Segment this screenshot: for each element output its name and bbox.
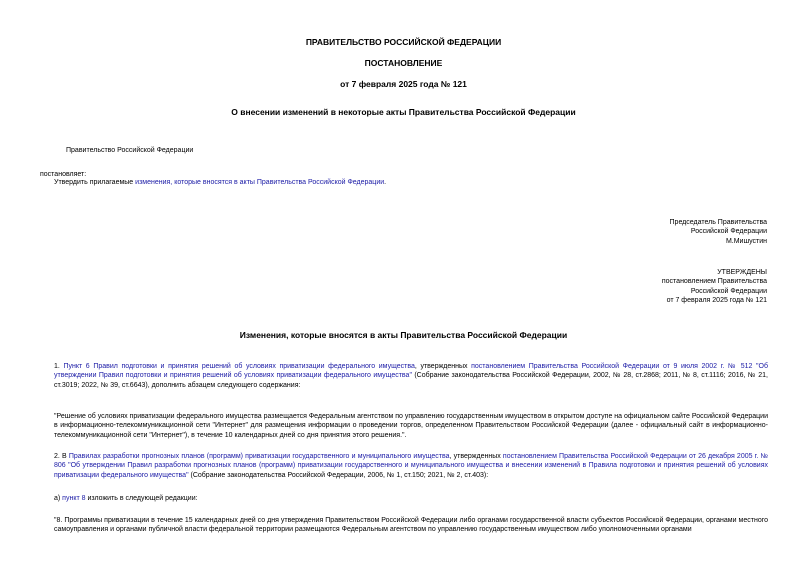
decides-label: постановляет: xyxy=(40,171,87,178)
item-1-link-rules[interactable]: Пункт 6 Правил подготовки и принятия решений об условиях приватизации федерального имущества xyxy=(63,363,415,370)
item-2a-rest: изложить в следующей редакции: xyxy=(85,495,198,502)
item-2a-paragraph xyxy=(54,494,768,503)
item-2a-prefix: а) xyxy=(54,495,63,502)
signature-line-3: М.Мишустин xyxy=(725,237,767,245)
item-2-mid: , утвержденных xyxy=(449,453,503,460)
government-heading: ПРАВИТЕЛЬСТВО РОССИЙСКОЙ ФЕДЕРАЦИИ xyxy=(305,37,502,47)
item-2-rest: (Собрание законодательства Российской Федерации, 2006, № 1, ст.150; 2021, № 2, ст.403): xyxy=(188,471,489,479)
document-title: О внесении изменений в некоторые акты Правительства Российской Федерации xyxy=(231,107,576,117)
document-date-number: от 7 февраля 2025 года № 121 xyxy=(340,79,467,89)
item-2-paragraph xyxy=(54,452,768,480)
item-2a-link[interactable]: пункт 8 xyxy=(62,495,86,502)
approved-line-1: УТВЕРЖДЕНЫ xyxy=(717,269,767,276)
quote-2-paragraph: "8. Программы приватизации в течение 15 календарных дней со дня утверждения Правительством Российской Федерации либо органами государственной власти субъектов Российской Федерации, органами местного самоуправления и органами публичной власти федеральной территории размещаются Федеральным агентством по управлению государственным имуществом либо уполномоченными органами xyxy=(54,517,768,534)
item-2-link-rules[interactable]: Правилах разработки прогнозных планов (программ) приватизации государственного и муниципального имущества xyxy=(68,453,450,460)
item-1-prefix: 1. xyxy=(54,363,64,370)
approved-block xyxy=(662,268,767,306)
approve-link[interactable]: изменения, которые вносятся в акты Правительства Российской Федерации xyxy=(135,179,385,186)
approved-line-4: от 7 февраля 2025 года № 121 xyxy=(666,297,767,305)
changes-title: Изменения, которые вносятся в акты Правительства Российской Федерации xyxy=(239,330,568,340)
item-2-link-resolution[interactable]: постановлением Правительства Российской Федерации от 26 декабря 2005 г. № 806 "Об утверждении Правил разработки прогнозных планов (программ) приватизации государственного и муниципального имущества и внесении изменений в Правила подготовки и принятия решений об условиях приватизации федерального имущества" xyxy=(54,453,768,479)
approve-paragraph xyxy=(54,178,386,187)
item-2-prefix: 2. В xyxy=(54,453,69,460)
government-name: Правительство Российской Федерации xyxy=(66,147,194,154)
approve-prefix: Утвердить прилагаемые xyxy=(54,179,136,186)
signature-line-2: Российской Федерации xyxy=(690,228,767,236)
quote-1-paragraph: "Решение об условиях приватизации федерального имущества размещается Федеральным агентством по управлению государственным имуществом в открытом доступе на официальном сайте Российской Федерации в информационно-телекоммуникационной сети "Интернет" для размещения информации о проведении торгов, определенном Правительством Российской Федерации (далее - официальный сайт в информационно-телекоммуникационной сети "Интернет"), в течение 10 календарных дней со дня принятия этого решения.". xyxy=(54,413,768,439)
document-type: ПОСТАНОВЛЕНИЕ xyxy=(364,58,443,68)
signature-block xyxy=(670,218,767,246)
signature-line-1: Председатель Правительства xyxy=(669,219,767,226)
item-1-rest: (Собрание законодательства Российской Федерации, 2002, № 28, ст.2868; 2011, № 8, ст.1116; 2016, № 21, ст.3019; 2022, № 39, ст.6643), дополнить абзацем следующего содержания: xyxy=(54,372,768,389)
approved-line-2: постановлением Правительства xyxy=(661,278,767,286)
approved-line-3: Российской Федерации xyxy=(690,287,767,295)
item-1-link-resolution[interactable]: постановлением Правительства Российской Федерации от 9 июля 2002 г. № 512 "Об утверждении Правил подготовки и принятия решений об условиях приватизации федерального имущества" xyxy=(54,363,768,380)
item-1-mid: , утвержденных xyxy=(414,363,472,370)
approve-suffix: . xyxy=(384,179,387,186)
item-1-paragraph xyxy=(54,362,768,390)
